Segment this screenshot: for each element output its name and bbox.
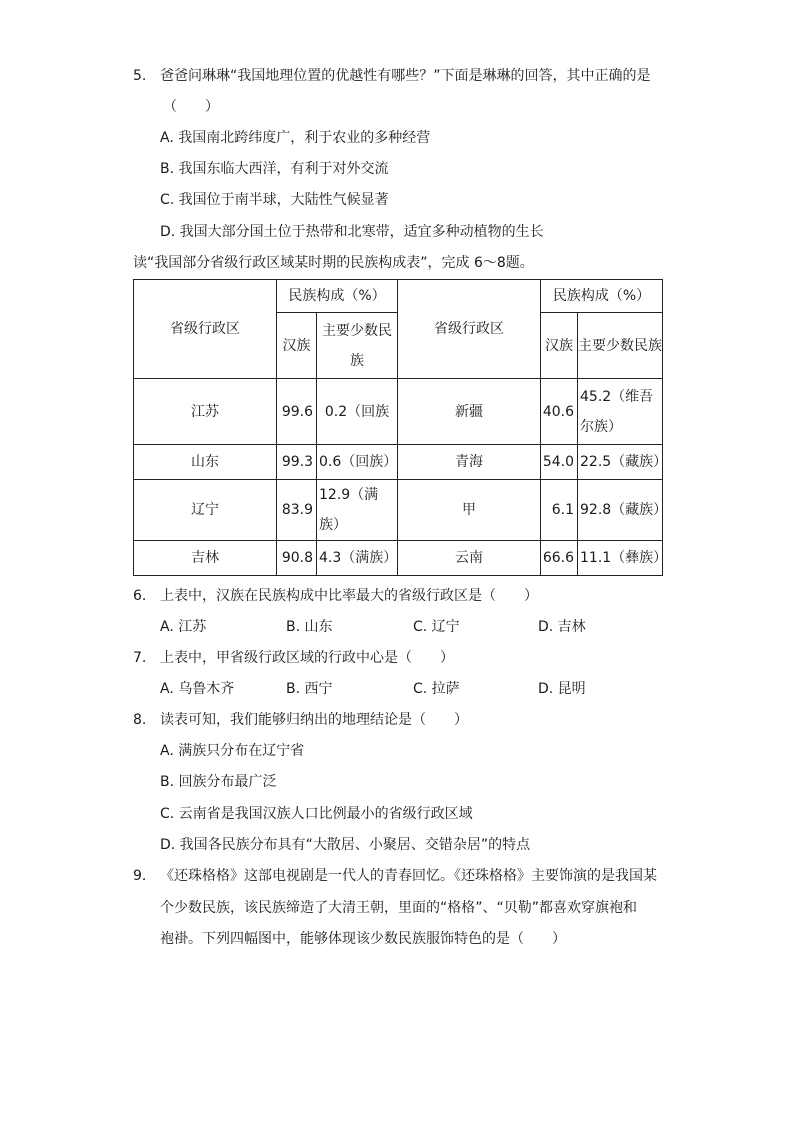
q5-stem: 爸爸问琳琳“我国地理位置的优越性有哪些？”下面是琳琳的回答，其中正确的是 [160, 68, 651, 84]
q6-number: 6. [133, 588, 147, 604]
han-percent-cell: 40.6 [541, 379, 578, 445]
province-cell: 山东 [134, 445, 277, 480]
header-province-right: 省级行政区 [398, 280, 541, 379]
q9-stem-line-2: 个少数民族，该民族缔造了大清王朝，里面的“格格”、“贝勒”都喜欢穿旗袍和 [160, 900, 638, 916]
q5-number: 5. [133, 68, 147, 84]
q5-option-d: D. 我国大部分国土位于热带和北寒带，适宜多种动植物的生长 [160, 224, 544, 240]
q9-stem-line-1: 《还珠格格》这部电视剧是一代人的青春回忆。《还珠格格》主要饰演的是我国某 [160, 868, 657, 884]
minority-cell: 22.5（藏族） [578, 445, 663, 480]
han-percent-cell: 66.6 [541, 541, 578, 576]
q9-number: 9. [133, 868, 147, 884]
province-cell: 青海 [398, 445, 541, 480]
table-row [134, 379, 663, 445]
minority-cell: 4.3（满族） [317, 541, 398, 576]
q7-stem: 上表中，甲省级行政区域的行政中心是（ ） [160, 650, 454, 666]
header-minority-left: 主要少数民族 [317, 313, 398, 379]
q5-option-c: C. 我国位于南半球，大陆性气候显著 [160, 192, 389, 208]
q8-option-a: A. 满族只分布在辽宁省 [160, 743, 305, 759]
header-han-left: 汉族 [277, 313, 317, 379]
ethnic-composition-table [133, 279, 668, 576]
province-cell: 辽宁 [134, 480, 277, 541]
han-percent-cell: 54.0 [541, 445, 578, 480]
table-row [134, 480, 663, 541]
q6-option-c: C. 辽宁 [413, 619, 460, 635]
q7-option-c: C. 拉萨 [413, 681, 460, 697]
q6-stem: 上表中，汉族在民族构成中比率最大的省级行政区是（ ） [160, 588, 538, 604]
q7-option-a: A. 乌鲁木齐 [160, 681, 235, 697]
q5-paren: （ ） [163, 99, 219, 115]
minority-cell: 92.8（藏族） [578, 480, 663, 541]
q7-options [160, 679, 640, 699]
q5-option-a: A. 我国南北跨纬度广，利于农业的多种经营 [160, 130, 431, 146]
q8-stem: 读表可知，我们能够归纳出的地理结论是（ ） [160, 712, 468, 728]
han-percent-cell: 99.3 [277, 445, 317, 480]
header-province-left: 省级行政区 [134, 280, 277, 379]
q7-option-b: B. 西宁 [286, 681, 333, 697]
q9-stem-line-3: 袍褂。下列四幅图中，能够体现该少数民族服饰特色的是（ ） [160, 931, 566, 947]
province-cell: 江苏 [134, 379, 277, 445]
han-percent-cell: 6.1 [541, 480, 578, 541]
minority-cell: 0.2（回族 [317, 379, 398, 445]
table-intro: 读“我国部分省级行政区域某时期的民族构成表”，完成 6～8题。 [133, 255, 534, 271]
han-percent-cell: 90.8 [277, 541, 317, 576]
minority-cell: 45.2（维吾尔族） [578, 379, 663, 445]
q6-option-d: D. 吉林 [538, 619, 586, 635]
han-percent-cell: 99.6 [277, 379, 317, 445]
table-row [134, 541, 663, 576]
province-cell: 云南 [398, 541, 541, 576]
q8-option-c: C. 云南省是我国汉族人口比例最小的省级行政区域 [160, 806, 473, 822]
q8-option-d: D. 我国各民族分布具有“大散居、小聚居、交错杂居”的特点 [160, 837, 531, 853]
header-composition-right: 民族构成（%） [541, 280, 663, 313]
minority-cell: 12.9（满族） [317, 480, 398, 541]
table-row [134, 445, 663, 480]
province-cell: 吉林 [134, 541, 277, 576]
q7-option-d: D. 昆明 [538, 681, 586, 697]
q6-option-a: A. 江苏 [160, 619, 207, 635]
province-cell: 新疆 [398, 379, 541, 445]
minority-cell: 11.1（彝族） [578, 541, 663, 576]
header-minority-right: 主要少数民族 [578, 313, 663, 379]
q5-option-b: B. 我国东临大西洋，有利于对外交流 [160, 161, 389, 177]
q8-number: 8. [133, 712, 147, 728]
minority-cell: 0.6（回族） [317, 445, 398, 480]
province-cell: 甲 [398, 480, 541, 541]
q7-number: 7. [133, 650, 147, 666]
header-han-right: 汉族 [541, 313, 578, 379]
q8-option-b: B. 回族分布最广泛 [160, 774, 277, 790]
header-composition-left: 民族构成（%） [277, 280, 398, 313]
q6-option-b: B. 山东 [286, 619, 333, 635]
han-percent-cell: 83.9 [277, 480, 317, 541]
q6-options [160, 617, 640, 637]
